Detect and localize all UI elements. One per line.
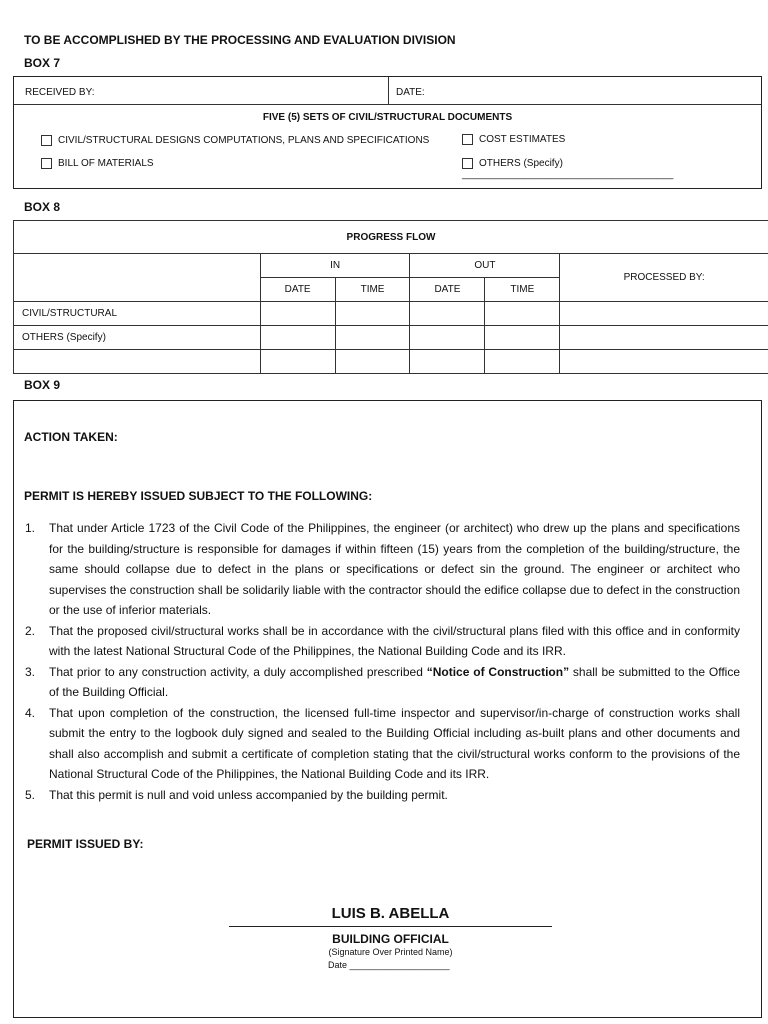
permit-issued-by-label: PERMIT ISSUED BY: — [27, 837, 144, 851]
table-row — [14, 302, 768, 326]
cell-in-time[interactable] — [335, 350, 410, 374]
box7-divider — [388, 77, 389, 104]
official-title: BUILDING OFFICIAL — [332, 932, 449, 946]
out-date-header: DATE — [410, 278, 485, 302]
list-item: 3. That prior to any construction activity, a duly accomplished prescribed “Notice of Construction” shall be submitted to the Office of the Building Official. — [25, 664, 741, 699]
checkbox-others[interactable] — [462, 158, 473, 169]
box9-label: BOX 9 — [24, 378, 61, 392]
in-date-header: DATE — [260, 278, 335, 302]
progress-flow-title: PROGRESS FLOW — [14, 221, 768, 254]
option-designs[interactable]: CIVIL/STRUCTURAL DESIGNS COMPUTATIONS, PLANS AND SPECIFICATIONS — [41, 135, 429, 146]
cell-out-date[interactable] — [410, 302, 485, 326]
option-cost-estimates[interactable]: COST ESTIMATES — [462, 134, 565, 145]
cell-in-time[interactable] — [335, 302, 410, 326]
cell-processed-by[interactable] — [560, 302, 768, 326]
docs-title: FIVE (5) SETS OF CIVIL/STRUCTURAL DOCUMENTS — [262, 112, 513, 123]
signature-line — [229, 926, 552, 927]
cell-in-date[interactable] — [260, 326, 335, 350]
cell-in-time[interactable] — [335, 326, 410, 350]
permit-conditions-heading: PERMIT IS HEREBY ISSUED SUBJECT TO THE FOLLOWING: — [24, 489, 373, 503]
list-item: 5. That this permit is null and void unless accompanied by the building permit. — [25, 787, 448, 802]
option-others[interactable]: OTHERS (Specify) ______________________________________ — [462, 158, 674, 181]
cell-in-date[interactable] — [260, 350, 335, 374]
cell-out-date[interactable] — [410, 326, 485, 350]
out-time-header: TIME — [485, 278, 560, 302]
row-civil-structural: CIVIL/STRUCTURAL — [14, 302, 261, 326]
cell-out-date[interactable] — [410, 350, 485, 374]
processed-by-header: PROCESSED BY: — [560, 254, 768, 302]
row-others: OTHERS (Specify) — [14, 326, 261, 350]
signature-note: (Signature Over Printed Name) — [328, 947, 453, 957]
conditions-list — [25, 518, 740, 805]
box7 — [13, 76, 762, 189]
official-name: LUIS B. ABELLA — [331, 905, 450, 922]
cell-out-time[interactable] — [485, 326, 560, 350]
in-header: IN — [260, 254, 410, 278]
cell-out-time[interactable] — [485, 302, 560, 326]
out-header: OUT — [410, 254, 560, 278]
form-section-title: TO BE ACCOMPLISHED BY THE PROCESSING AND EVALUATION DIVISION — [24, 33, 456, 47]
date-signature-line: Date ____________________ — [328, 960, 450, 970]
progress-flow-table — [13, 220, 768, 374]
received-by-label: RECEIVED BY: — [25, 87, 95, 98]
action-taken-label: ACTION TAKEN: — [24, 430, 118, 444]
list-item: 2. That the proposed civil/structural works shall be in accordance with the civil/structural plans filed with this office and in conformity with the latest National Structural Code of the Philippines, the National Building Code and its IRR. — [25, 623, 740, 658]
checkbox-cost-estimates[interactable] — [462, 134, 473, 145]
notice-of-construction: “Notice of Construction” — [426, 664, 570, 679]
cell-out-time[interactable] — [485, 350, 560, 374]
list-item: 4. That upon completion of the construction, the licensed full-time inspector and supervisor/in-charge of construction works shall submit the entry to the logbook duly signed and sealed to the Building Official including as-built plans and other documents and shall also accomplish and submit a certificate of completion stating that the civil/structural works conform to the provisions of the National Structural Code of the Philippines, the National Building Code and its IRR. — [25, 705, 740, 781]
date-label: DATE: — [396, 87, 425, 98]
blank-header — [14, 254, 261, 302]
cell-in-date[interactable] — [260, 302, 335, 326]
box7-label: BOX 7 — [24, 56, 61, 70]
box8-label: BOX 8 — [24, 200, 61, 214]
option-bill-of-materials[interactable]: BILL OF MATERIALS — [41, 158, 154, 169]
cell-processed-by[interactable] — [560, 350, 768, 374]
table-row — [14, 350, 768, 374]
row-blank[interactable] — [14, 350, 261, 374]
checkbox-designs[interactable] — [41, 135, 52, 146]
in-time-header: TIME — [335, 278, 410, 302]
box7-row-line — [14, 104, 761, 105]
checkbox-bill-of-materials[interactable] — [41, 158, 52, 169]
cell-processed-by[interactable] — [560, 326, 768, 350]
list-item: 1. That under Article 1723 of the Civil Code of the Philippines, the engineer (or architect) who drew up the plans and specifications for the building/structure is responsible for damages if within fifteen (15) years from the completion of the building/structure, the same should collapse due to defect in the plans or specifications or defect sin the ground. The engineer or architect who supervises the construction shall be solidarily liable with the contractor should the edifice collapse due to defect in the construction or the use of inferior materials. — [25, 521, 740, 617]
table-row — [14, 326, 768, 350]
